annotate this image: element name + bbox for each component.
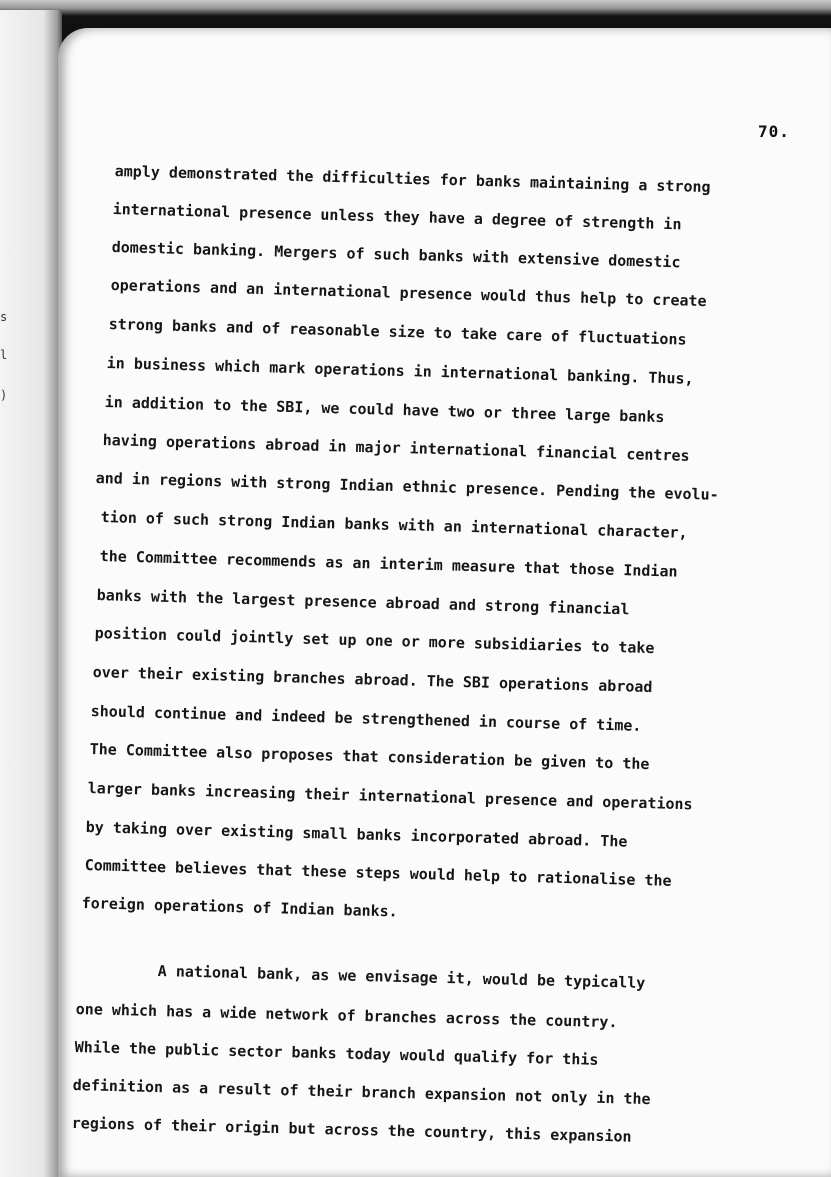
- facing-page-mark: ): [0, 388, 8, 402]
- facing-page-mark: l: [0, 348, 8, 362]
- text-line: should continue and indeed be strengthened in course of time.: [90, 702, 642, 735]
- text-line: strong banks and of reasonable size to take care of fluctuations: [108, 315, 687, 349]
- text-line: in business which mark operations in international banking. Thus,: [106, 354, 694, 388]
- text-line: definition as a result of their branch expansion not only in the: [72, 1076, 651, 1109]
- text-line: over their existing branches abroad. The SBI operations abroad: [92, 663, 653, 697]
- text-line: the Committee recommends as an interim measure that those Indian: [99, 547, 678, 581]
- text-line: and in regions with strong Indian ethnic presence. Pending the evolu-: [95, 469, 719, 504]
- text-line: regions of their origin but across the country, this expansion: [71, 1114, 632, 1146]
- text-line: one which has a wide network of branches across the country.: [75, 1000, 618, 1032]
- text-line: foreign operations of Indian banks.: [81, 894, 398, 921]
- text-line: The Committee also proposes that consideration be given to the: [89, 740, 650, 774]
- text-line: tion of such strong Indian banks with an international character,: [100, 508, 688, 542]
- facing-page-mark: s: [0, 310, 8, 324]
- text-line: in addition to the SBI, we could have two or three large banks: [104, 393, 665, 427]
- text-line: amply demonstrated the difficulties for banks maintaining a strong: [114, 162, 711, 197]
- text-line: larger banks increasing their international presence and operations: [87, 779, 693, 814]
- text-line: Committee believes that these steps would help to rationalise the: [84, 856, 672, 890]
- text-line: by taking over existing small banks incorporated abroad. The: [85, 818, 628, 851]
- text-line: international presence unless they have a degree of strength in: [112, 200, 682, 234]
- text-line: A national bank, as we envisage it, would be typically: [157, 962, 646, 992]
- text-line: position could jointly set up one or more subsidiaries to take: [94, 624, 655, 658]
- text-line: domestic banking. Mergers of such banks with extensive domestic: [111, 238, 681, 272]
- text-line: operations and an international presence would thus help to create: [110, 276, 707, 311]
- text-line: having operations abroad in major international financial centres: [102, 431, 690, 465]
- text-line: banks with the largest presence abroad and strong financial: [96, 586, 630, 619]
- text-line: While the public sector banks today would qualify for this: [74, 1038, 599, 1069]
- page-number: 70.: [758, 122, 790, 141]
